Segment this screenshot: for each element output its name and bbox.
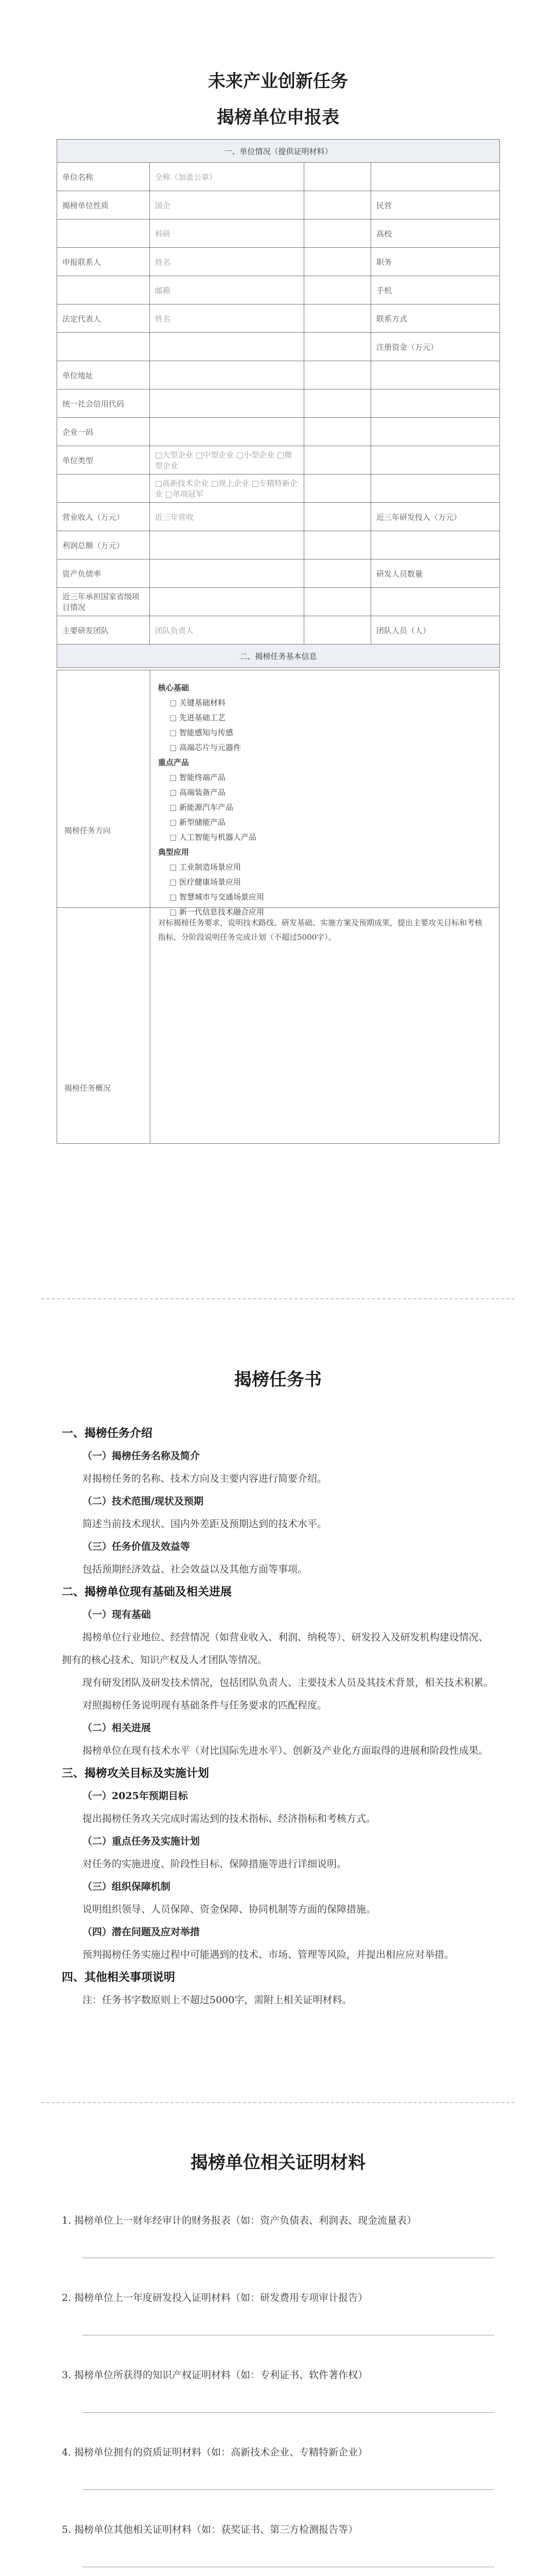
paragraph: 说明组织领导、人员保障、资金保障、协同机制等方面的保障措施。 <box>82 1904 376 1915</box>
tree-group-label: 典型应用 <box>158 848 189 857</box>
form-value-cell[interactable]: 联系方式 <box>371 304 500 333</box>
paragraph: 提出揭榜任务攻关完成时需达到的技术指标、经济指标和考核方式。 <box>82 1813 376 1824</box>
form-value-cell[interactable]: 团队负责人 <box>150 616 304 645</box>
form-value-cell[interactable] <box>371 588 500 616</box>
form-label-cell: 利润总额（万元） <box>57 531 150 560</box>
tree-group-label: 核心基础 <box>158 683 189 692</box>
paragraph: 对照揭榜任务说明现有基础条件与任务要求的匹配程度。 <box>82 1700 327 1711</box>
paragraph: 注：任务书字数原则上不超过5000字，需附上相关证明材料。 <box>82 1994 352 2006</box>
form-row <box>57 219 500 248</box>
form-row <box>57 616 500 645</box>
tree-checkbox-item[interactable]: □ 智慧城市与交通场景应用 <box>158 890 488 905</box>
form-label-cell <box>57 333 150 361</box>
form-value-cell[interactable] <box>371 531 500 560</box>
form-label-cell: 揭榜单位性质 <box>57 191 150 219</box>
form-value-cell[interactable] <box>150 333 304 361</box>
subsection-heading: （二）重点任务及实施计划 <box>82 1836 200 1847</box>
form-label-cell: 单位名称 <box>57 163 150 191</box>
form-row <box>57 503 500 531</box>
form-value-cell[interactable] <box>304 418 371 446</box>
application-form-table <box>57 139 500 668</box>
form-title-line2: 揭榜单位申报表 <box>217 107 339 128</box>
subsection-heading: （一）2025年预期目标 <box>82 1790 188 1802</box>
tree-checkbox-item[interactable]: □ 新能源汽车产品 <box>158 800 488 815</box>
form-value-cell[interactable] <box>150 389 304 418</box>
form-value-cell[interactable] <box>371 389 500 418</box>
materials-title: 揭榜单位相关证明材料 <box>190 2153 366 2173</box>
task-book-body <box>62 1422 494 2011</box>
form-value-cell[interactable] <box>304 333 371 361</box>
paragraph: 预判揭榜任务实施过程中可能遇到的技术、市场、管理等风险，并提出相应应对举措。 <box>82 1949 455 1960</box>
form-row <box>57 588 500 616</box>
form-value-cell[interactable]: 姓名 <box>150 304 304 333</box>
paragraph: 揭榜单位行业地位、经营情况（如营业收入、利润、纳税等）、研发投入及研发机构建设情况、拥有的核心技术、知识产权及人才团队等情况。 <box>62 1632 489 1666</box>
tree-checkbox-item[interactable]: □ 关键基础材料 <box>158 696 488 710</box>
form-value-cell[interactable]: 手机 <box>371 276 500 304</box>
form-row <box>57 361 500 389</box>
tree-group-label: 重点产品 <box>158 758 189 767</box>
form-value-cell[interactable] <box>304 191 371 219</box>
form-value-cell[interactable] <box>304 248 371 276</box>
section-heading: 一、揭榜任务介绍 <box>62 1427 153 1440</box>
section-header-cell: 二、揭榜任务基本信息 <box>57 645 500 668</box>
form-value-cell[interactable] <box>304 361 371 389</box>
form-value-cell[interactable]: 团队人员（人） <box>371 616 500 645</box>
form-value-cell[interactable]: 国企 <box>150 191 304 219</box>
form-section-header <box>57 140 500 163</box>
form-label-cell: 主要研发团队 <box>57 616 150 645</box>
subsection-heading: （三）任务价值及效益等 <box>82 1541 190 1552</box>
tree-checkbox-item[interactable]: □ 医疗健康场景应用 <box>158 875 488 890</box>
subsection-heading: （一）揭榜任务名称及简介 <box>82 1450 200 1462</box>
form-label-cell: 营业收入（万元） <box>57 503 150 531</box>
subsection-heading: （二）相关进展 <box>82 1722 151 1734</box>
tree-checkbox-item[interactable]: □ 先进基础工艺 <box>158 710 488 725</box>
tree-checkbox-item[interactable]: □ 智能终端产品 <box>158 770 488 785</box>
form-value-cell[interactable] <box>304 503 371 531</box>
tree-checkbox-item[interactable]: □ 人工智能与机器人产品 <box>158 830 488 845</box>
material-underline <box>82 2489 494 2490</box>
task-direction-label: 揭榜任务方向 <box>64 826 111 835</box>
paragraph: 对揭榜任务的名称、技术方向及主要内容进行简要介绍。 <box>82 1473 327 1484</box>
form-value-cell[interactable] <box>304 616 371 645</box>
form-row <box>57 418 500 446</box>
form-label-cell: 申报联系人 <box>57 248 150 276</box>
form-value-cell[interactable] <box>371 163 500 191</box>
form-value-cell[interactable] <box>150 560 304 588</box>
material-item: 4. 揭榜单位拥有的资质证明材料（如：高新技术企业、专精特新企业） <box>62 2447 368 2458</box>
form-value-cell[interactable] <box>304 163 371 191</box>
form-row <box>57 191 500 219</box>
form-value-cell[interactable] <box>371 446 500 474</box>
task-overview-text: 对标揭榜任务要求，说明技术路线、研发基础、实施方案及预期成果，提出主要攻关目标和考核指标，分阶段说明任务完成计划（不超过5000字）。 <box>158 918 483 942</box>
form-label-cell: 资产负债率 <box>57 560 150 588</box>
form-label-cell <box>57 474 150 503</box>
form-value-cell[interactable]: 研发人员数量 <box>371 560 500 588</box>
task-info-label-column <box>57 670 150 1143</box>
subsection-heading: （三）组织保障机制 <box>82 1881 171 1892</box>
form-value-cell[interactable] <box>304 219 371 248</box>
form-row <box>57 389 500 418</box>
form-value-cell[interactable] <box>304 304 371 333</box>
form-value-cell[interactable] <box>304 389 371 418</box>
task-overview-label: 揭榜任务概况 <box>64 1083 111 1093</box>
task-book-title: 揭榜任务书 <box>234 1369 322 1390</box>
form-value-cell[interactable]: 注册资金（万元） <box>371 333 500 361</box>
form-row <box>57 163 500 191</box>
tree-checkbox-item[interactable]: □ 智能感知与传感 <box>158 725 488 740</box>
form-value-cell[interactable]: 全称（加盖公章） <box>150 163 304 191</box>
form-value-cell[interactable] <box>304 560 371 588</box>
paragraph: 简述当前技术现状、国内外差距及预期达到的技术水平。 <box>82 1518 327 1530</box>
form-value-cell[interactable] <box>150 531 304 560</box>
form-value-cell[interactable]: 科研 <box>150 219 304 248</box>
form-value-cell[interactable]: □大型企业 □中型企业 □小型企业 □微型企业 <box>150 446 304 474</box>
subsection-heading: （二）技术范围/现状及预期 <box>82 1496 203 1507</box>
form-row <box>57 531 500 560</box>
form-label-cell: 单位类型 <box>57 446 150 474</box>
material-item: 1. 揭榜单位上一财年经审计的财务报表（如：资产负债表、利润表、现金流量表） <box>62 2215 417 2226</box>
form-label-cell: 法定代表人 <box>57 304 150 333</box>
form-value-cell[interactable]: 姓名 <box>150 248 304 276</box>
page-separator <box>41 2102 515 2103</box>
paragraph: 揭榜单位在现有技术水平（对比国际先进水平）、创新及产业化方面取得的进展和阶段性成果。 <box>82 1745 489 1756</box>
form-value-cell[interactable] <box>371 474 500 503</box>
form-row <box>57 560 500 588</box>
form-title-line1: 未来产业创新任务 <box>208 71 348 92</box>
tree-checkbox-item[interactable]: □ 新一代信息技术融合应用 <box>158 905 488 920</box>
form-value-cell[interactable]: 职务 <box>371 248 500 276</box>
page-separator <box>41 1298 515 1299</box>
task-direction-tree <box>158 681 488 920</box>
paragraph: 包括预期经济效益、社会效益以及其他方面等事项。 <box>82 1564 308 1575</box>
material-item: 5. 揭榜单位其他相关证明材料（如：获奖证书、第三方检测报告等） <box>62 2524 358 2535</box>
material-underline <box>82 2412 494 2413</box>
subsection-heading: （四）潜在问题及应对举措 <box>82 1926 200 1938</box>
form-value-cell[interactable]: 民营 <box>371 191 500 219</box>
materials-list <box>62 2210 494 2576</box>
form-value-cell[interactable]: 近三年营收 <box>150 503 304 531</box>
form-value-cell[interactable] <box>150 588 304 616</box>
tree-checkbox-item[interactable]: □ 高端装备产品 <box>158 785 488 800</box>
form-value-cell[interactable]: 近三年研发投入（万元） <box>371 503 500 531</box>
tree-checkbox-item[interactable]: □ 高端芯片与元器件 <box>158 740 488 755</box>
form-label-cell: 企业一码 <box>57 418 150 446</box>
form-value-cell[interactable] <box>304 588 371 616</box>
tree-checkbox-item[interactable]: □ 新型储能产品 <box>158 815 488 830</box>
section-heading: 二、揭榜单位现有基础及相关进展 <box>62 1585 232 1599</box>
form-value-cell[interactable]: 邮箱 <box>150 276 304 304</box>
form-row <box>57 333 500 361</box>
form-row <box>57 248 500 276</box>
form-value-cell[interactable] <box>304 276 371 304</box>
material-item: 2. 揭榜单位上一年度研发投入证明材料（如：研发费用专项审计报告） <box>62 2292 368 2303</box>
form-value-cell[interactable] <box>150 361 304 389</box>
form-row <box>57 446 500 474</box>
paragraph: 现有研发团队及研发技术情况，包括团队负责人、主要技术人员及其技术背景，相关技术积累。 <box>82 1677 494 1688</box>
form-section-header <box>57 645 500 668</box>
form-value-cell[interactable] <box>304 531 371 560</box>
section-heading: 四、其他相关事项说明 <box>62 1971 176 1984</box>
form-label-cell: 近三年承担国家省级项目情况 <box>57 588 150 616</box>
form-value-cell[interactable] <box>304 474 371 503</box>
form-row <box>57 474 500 503</box>
form-value-cell[interactable] <box>371 361 500 389</box>
subsection-heading: （一）现有基础 <box>82 1609 151 1620</box>
form-value-cell[interactable] <box>371 418 500 446</box>
paragraph: 对任务的实施进度、阶段性目标、保障措施等进行详细说明。 <box>82 1858 347 1870</box>
form-label-cell <box>57 219 150 248</box>
form-label-cell <box>57 276 150 304</box>
form-value-cell[interactable] <box>304 446 371 474</box>
form-value-cell[interactable]: □高新技术企业 □规上企业 □专精特新企业 □单项冠军 <box>150 474 304 503</box>
section-header-cell: 一、单位情况（提供证明材料） <box>57 140 500 163</box>
form-row <box>57 304 500 333</box>
form-label-cell: 单位地址 <box>57 361 150 389</box>
form-label-cell: 统一社会信用代码 <box>57 389 150 418</box>
form-value-cell[interactable]: 高校 <box>371 219 500 248</box>
material-item: 3. 揭榜单位所获得的知识产权证明材料（如：专利证书、软件著作权） <box>62 2369 368 2381</box>
tree-checkbox-item[interactable]: □ 工业制造场景应用 <box>158 860 488 875</box>
section-heading: 三、揭榜攻关目标及实施计划 <box>62 1767 210 1780</box>
form-value-cell[interactable] <box>150 418 304 446</box>
form-row <box>57 276 500 304</box>
task-info-box <box>57 670 499 1144</box>
